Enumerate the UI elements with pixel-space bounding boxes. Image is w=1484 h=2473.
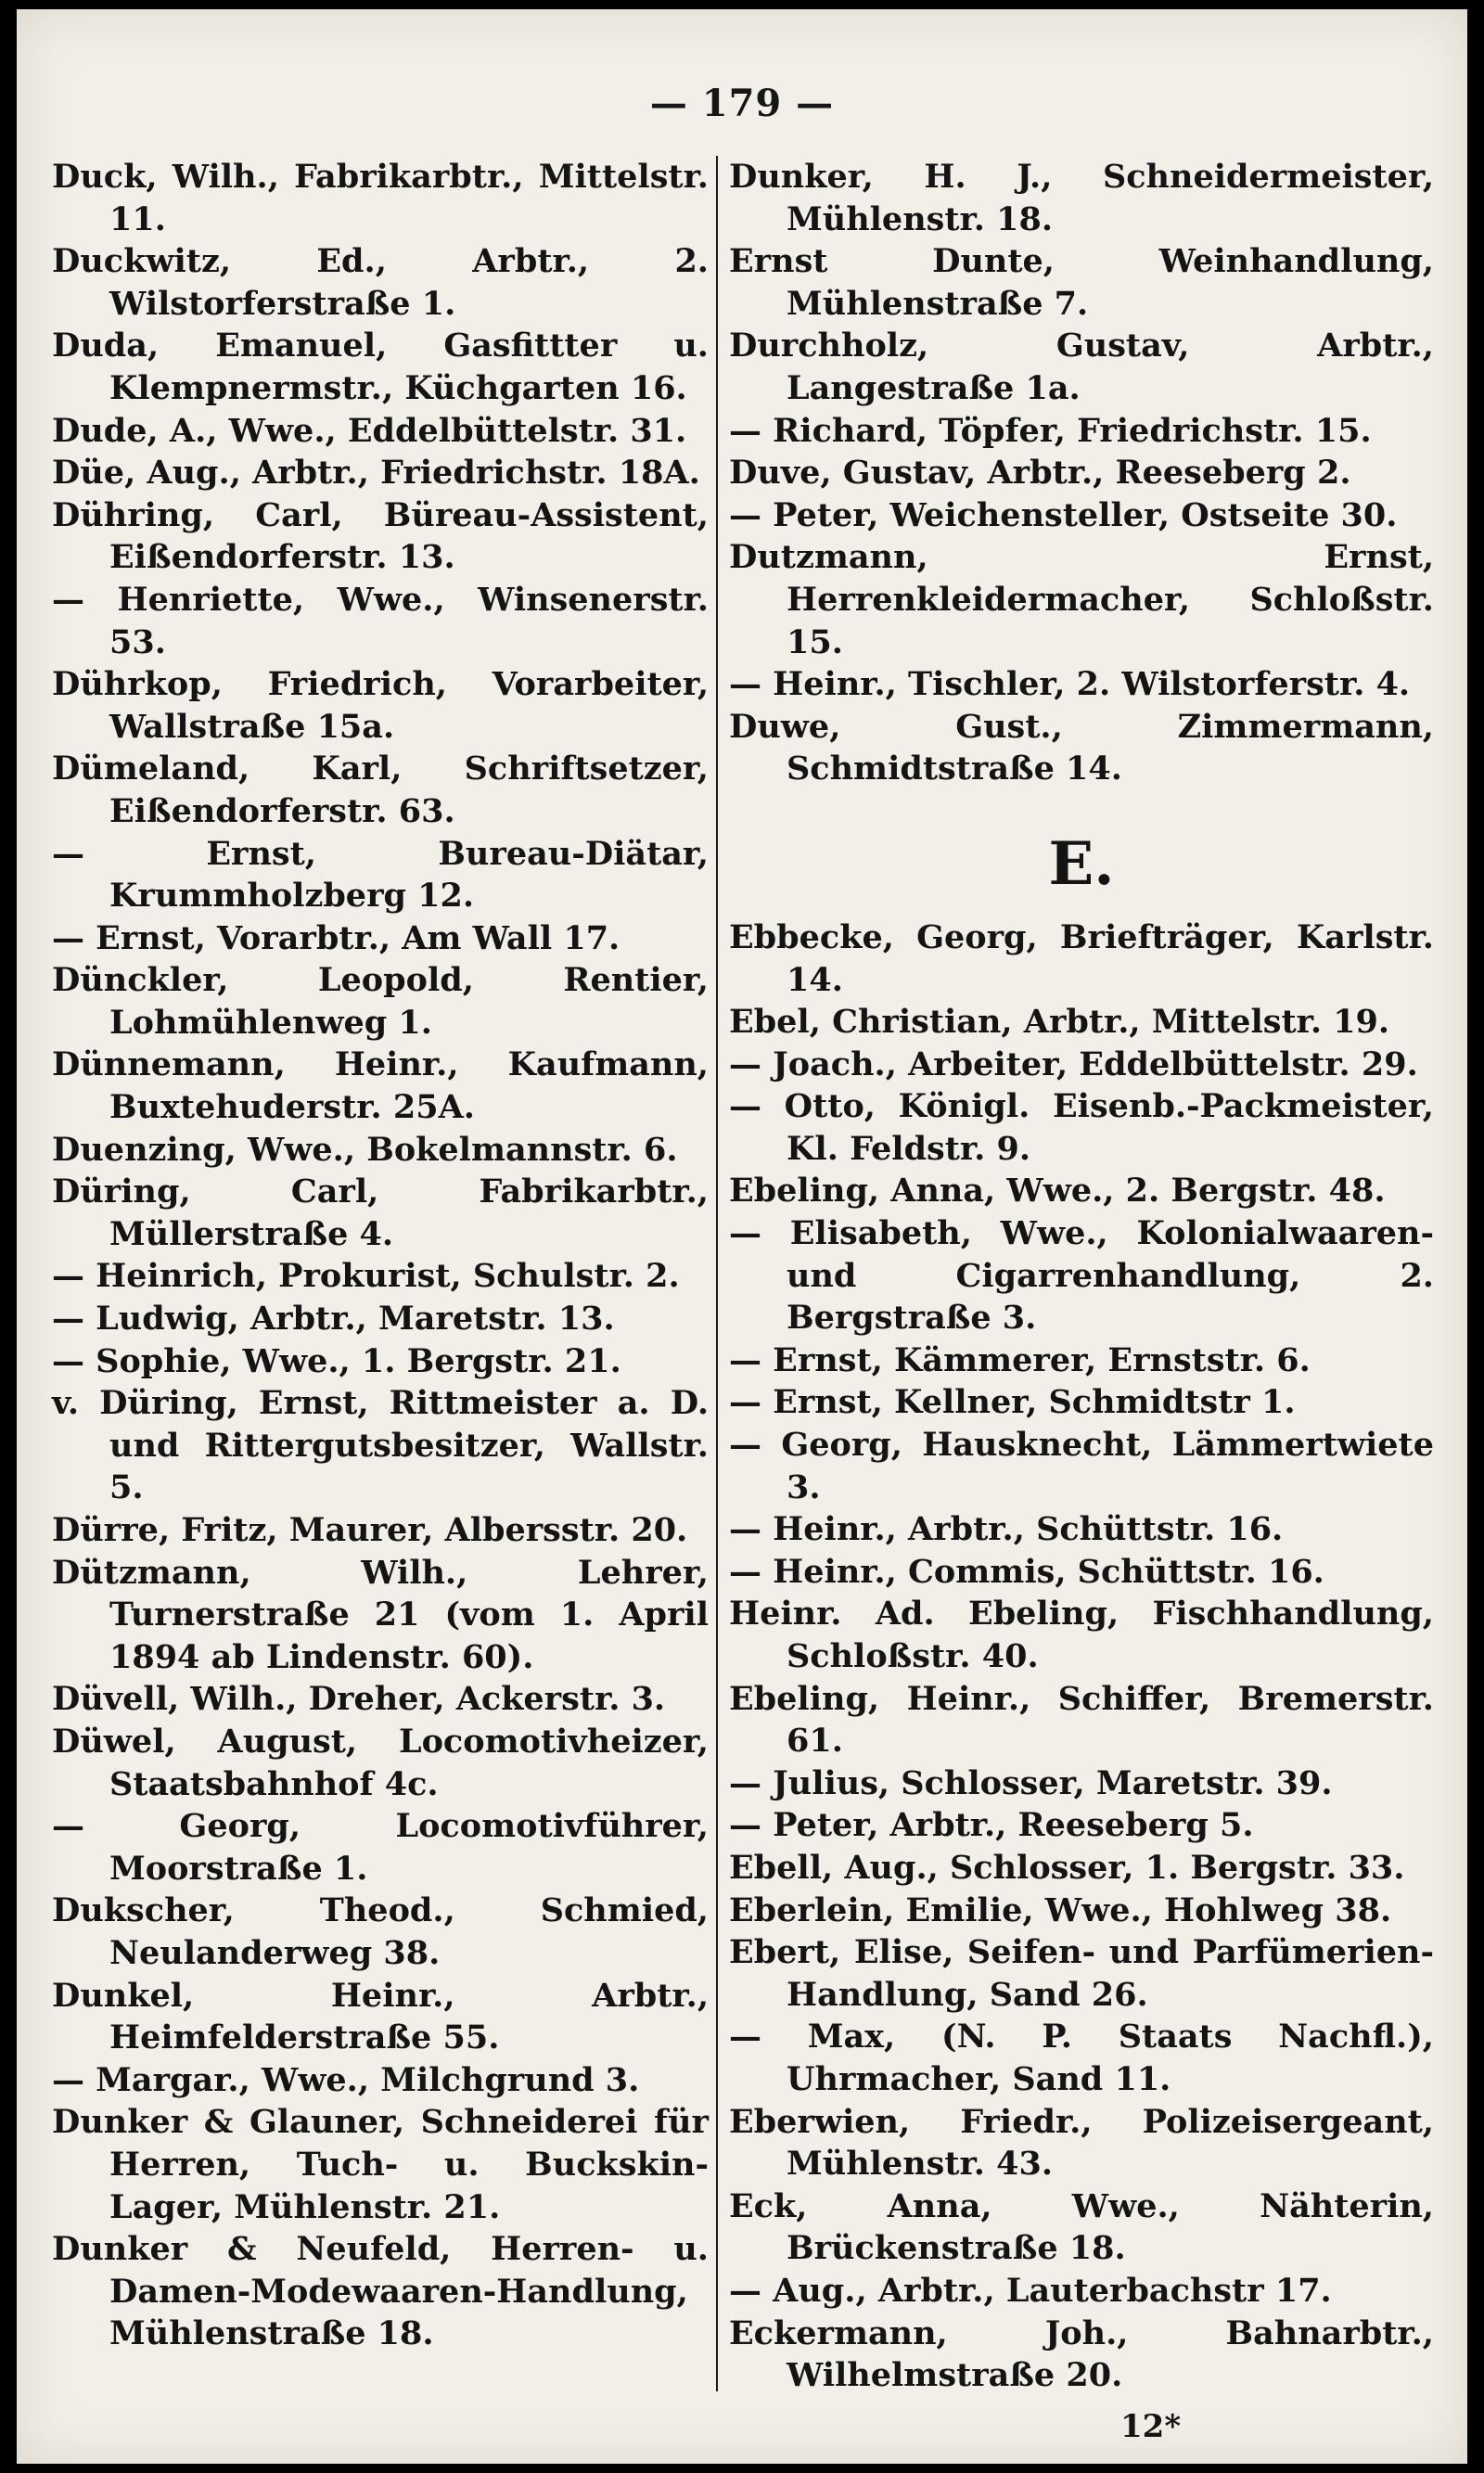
column-divider [716, 156, 718, 2391]
directory-entry: — Joach., Arbeiter, Eddelbüttelstr. 29. [729, 1044, 1418, 1083]
directory-entry: — Peter, Arbtr., Reeseberg 5. [729, 1806, 1254, 1845]
directory-entry: — Max, (N. P. Staats Nachfl.), Uhrmacher, Sand 11. [729, 2018, 1434, 2098]
section-letter-heading: E. [1048, 828, 1115, 899]
directory-entry: — Richard, Töpfer, Friedrichstr. 15. [729, 411, 1372, 450]
directory-entry: Dutzmann, Ernst, Herrenkleidermacher, Schloßstr. 15. [729, 538, 1434, 661]
directory-entry: Dunker & Neufeld, Herren- u. Damen-Modewaaren-Handlung, Mühlenstraße 18. [52, 2230, 709, 2353]
directory-entry: Duwe, Gust., Zimmermann, Schmidtstraße 14. [729, 707, 1434, 788]
directory-entry: Duve, Gustav, Arbtr., Reeseberg 2. [729, 454, 1351, 493]
directory-entry: — Heinr., Tischler, 2. Wilstorferstr. 4. [729, 665, 1411, 704]
directory-entry: — Sophie, Wwe., 1. Bergstr. 21. [52, 1341, 621, 1380]
directory-entry: Ebeling, Heinr., Schiffer, Bremerstr. 61. [729, 1679, 1434, 1761]
directory-entry: Ebert, Elise, Seifen- und Parfümerien-Handlung, Sand 26. [729, 1933, 1434, 2014]
directory-entry: Ebell, Aug., Schlosser, 1. Bergstr. 33. [729, 1848, 1405, 1887]
directory-entry: — Georg, Locomotivführer, Moorstraße 1. [52, 1807, 709, 1888]
directory-entry: Duda, Emanuel, Gasfittter u. Klempnermstr., Küchgarten 16. [52, 327, 709, 407]
directory-entry: Dürre, Fritz, Maurer, Albersstr. 20. [52, 1511, 688, 1549]
directory-entry: Eberwien, Friedr., Polizeisergeant, Mühlenstr. 43. [729, 2102, 1434, 2184]
directory-entry: Düe, Aug., Arbtr., Friedrichstr. 18A. [52, 454, 700, 493]
directory-entry: — Otto, Königl. Eisenb.-Packmeister, Kl. Feldstr. 9. [729, 1087, 1434, 1168]
directory-entry: Duck, Wilh., Fabrikarbtr., Mittelstr. 11. [52, 158, 709, 238]
directory-entry: — Ernst, Vorarbtr., Am Wall 17. [52, 918, 620, 957]
directory-entry: Ernst Dunte, Weinhandlung, Mühlenstraße 7. [729, 242, 1434, 323]
directory-entry: — Peter, Weichensteller, Ostseite 30. [729, 495, 1398, 534]
directory-entry: Heinr. Ad. Ebeling, Fischhandlung, Schloßstr. 40. [729, 1595, 1434, 1675]
directory-entry: — Heinr., Commis, Schüttstr. 16. [729, 1552, 1324, 1591]
left-column [52, 156, 709, 2355]
directory-entry: Durchholz, Gustav, Arbtr., Langestraße 1a. [729, 327, 1434, 407]
page-number: — 179 — [649, 82, 835, 125]
directory-entry: Düvell, Wilh., Dreher, Ackerstr. 3. [52, 1680, 666, 1719]
directory-entry: Dunkel, Heinr., Arbtr., Heimfelderstraße 55. [52, 1976, 709, 2057]
directory-entry: — Elisabeth, Wwe., Kolonialwaaren- und Cigarrenhandlung, 2. Bergstraße 3. [729, 1214, 1434, 1338]
directory-entry: — Heinrich, Prokurist, Schulstr. 2. [52, 1257, 680, 1296]
directory-entry: Düring, Carl, Fabrikarbtr., Müllerstraße 4. [52, 1172, 709, 1253]
directory-entry: Dühring, Carl, Büreau-Assistent, Eißendorferstr. 13. [52, 495, 709, 577]
directory-entry: Ebeling, Anna, Wwe., 2. Bergstr. 48. [729, 1172, 1386, 1211]
directory-entry: Dukscher, Theod., Schmied, Neulanderweg 38. [52, 1891, 709, 1972]
directory-entry: — Aug., Arbtr., Lauterbachstr 17. [729, 2271, 1332, 2310]
directory-entry: Duenzing, Wwe., Bokelmannstr. 6. [52, 1130, 678, 1169]
directory-entry: — Ernst, Bureau-Diätar, Krummholzberg 12. [52, 834, 709, 916]
directory-entry: Dützmann, Wilh., Lehrer, Turnerstraße 21 (vom 1. April 1894 ab Lindenstr. 60). [52, 1553, 709, 1676]
directory-entry: Dude, A., Wwe., Eddelbüttelstr. 31. [52, 411, 687, 450]
right-column [729, 156, 1434, 2397]
directory-page [17, 9, 1467, 2464]
directory-entry: Dünnemann, Heinr., Kaufmann, Buxtehuderstr. 25A. [52, 1045, 709, 1127]
directory-entry: — Heinr., Arbtr., Schüttstr. 16. [729, 1510, 1284, 1549]
directory-entry: — Ernst, Kellner, Schmidtstr 1. [729, 1383, 1296, 1422]
directory-entry: — Ernst, Kämmerer, Ernststr. 6. [729, 1340, 1311, 1379]
directory-entry: Dunker & Glauner, Schneiderei für Herren, Tuch- u. Buckskin-Lager, Mühlenstr. 21. [52, 2103, 709, 2226]
directory-entry: Dümeland, Karl, Schriftsetzer, Eißendorferstr. 63. [52, 750, 709, 830]
directory-entry: — Henriette, Wwe., Winsenerstr. 53. [52, 580, 709, 661]
directory-entry: — Margar., Wwe., Milchgrund 3. [52, 2060, 640, 2099]
directory-entry: Eckermann, Joh., Bahnarbtr., Wilhelmstraße 20. [729, 2313, 1434, 2395]
directory-entry: Ebbecke, Georg, Briefträger, Karlstr. 14. [729, 917, 1434, 999]
directory-entry: Ebel, Christian, Arbtr., Mittelstr. 19. [729, 1003, 1390, 1042]
directory-entry: Eck, Anna, Wwe., Nähterin, Brückenstraße 18. [729, 2186, 1434, 2268]
directory-entry: — Julius, Schlosser, Maretstr. 39. [729, 1763, 1333, 1802]
directory-entry: v. Düring, Ernst, Rittmeister a. D. und Rittergutsbesitzer, Wallstr. 5. [52, 1384, 709, 1507]
directory-entry: Dührkop, Friedrich, Vorarbeiter, Wallstraße 15a. [52, 665, 709, 746]
printer-signature-mark: 12* [1120, 2408, 1182, 2445]
directory-entry: — Ludwig, Arbtr., Maretstr. 13. [52, 1300, 615, 1339]
directory-entry: Dunker, H. J., Schneidermeister, Mühlenstr. 18. [729, 158, 1434, 238]
directory-entry: Duckwitz, Ed., Arbtr., 2. Wilstorferstraße 1. [52, 242, 709, 323]
directory-entry: Eberlein, Emilie, Wwe., Hohlweg 38. [729, 1890, 1392, 1929]
directory-entry: Düwel, August, Locomotivheizer, Staatsbahnhof 4c. [52, 1722, 709, 1803]
directory-entry: — Georg, Hausknecht, Lämmertwiete 3. [729, 1426, 1434, 1506]
directory-entry: Dünckler, Leopold, Rentier, Lohmühlenweg 1. [52, 961, 709, 1042]
